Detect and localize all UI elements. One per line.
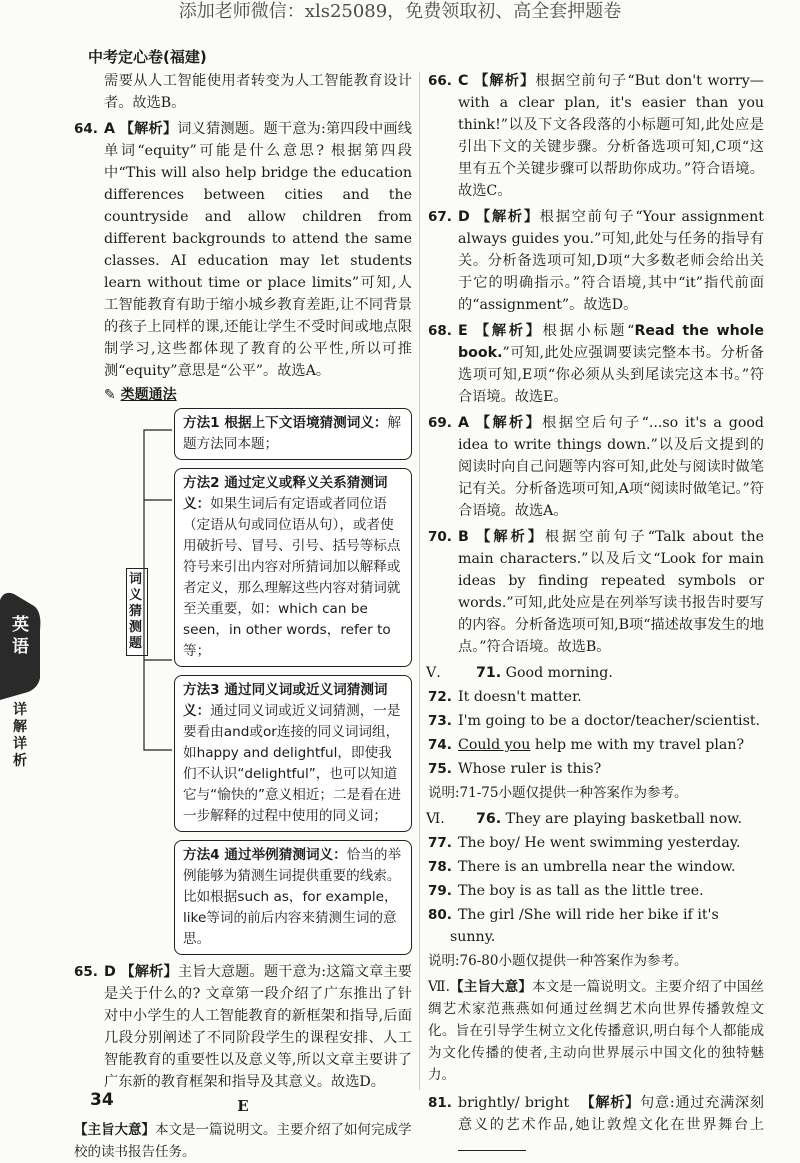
section-6-note: 说明:76-80小题仅提供一种答案作为参考。 (428, 953, 688, 969)
answer-71 (428, 662, 764, 684)
q65-explanation (74, 961, 412, 1093)
section-e-heading: E (237, 1097, 249, 1115)
method-1-body: 解题方法同本题； (183, 415, 402, 452)
q66-text: 根据空前句子“But don't worry—with a clear plan, it's easier than you think!”以及下文各段落的小标题可知,此处应是引出下文的关键步骤。分析备选项可知,C项“这里有五个关键步骤可以帮助你成功。”符合语境。故选C。 (458, 73, 764, 199)
q65-number: 65. (74, 964, 98, 980)
q67-text: 根据空前句子“Your assignment always guides you.”可知,此处与任务的指导有关。分析备选项可知,D项“大多数老师会给出关于它的明确指示。”符合语境,其中“it”指代前面的“assignment”。故选D。 (458, 209, 764, 313)
method-3-title: 方法3 通过同义词或近义词猜测词义： (183, 682, 388, 719)
q68-text-1: 根据小标题“ (542, 323, 635, 339)
section-7-tag: 【主旨大意】 (449, 979, 532, 995)
q69-text: 根据空后句子“...so it's a good idea to write things down.”以及后文提到的阅读时向自己问题等内容可知,此处与阅读时做笔记有关。分析备选项可知,A项“阅读时做笔记。”符合语境。故选A。 (458, 415, 764, 519)
answer-76-num: 76. (476, 811, 502, 827)
answer-75-text: Whose ruler is this? (458, 761, 602, 777)
method-section (74, 384, 412, 955)
q68-bold-title: Read the whole book. (458, 323, 764, 361)
answer-80-num: 80. (428, 907, 452, 923)
q63-tail: 需要从人工智能使用者转变为人工智能教育设计者。故选B。 (104, 73, 412, 111)
answer-72 (428, 686, 764, 708)
q68-number: 68. (428, 323, 452, 339)
answer-80-text: The girl /She will ride her bike if it's sunny. (450, 907, 719, 945)
answer-76 (428, 808, 764, 830)
answer-78 (428, 856, 764, 878)
q64-answer: A (104, 121, 115, 137)
q81-tag: 【解析】 (580, 1095, 641, 1111)
q66-tag: 【解析】 (474, 73, 536, 89)
q69-tag: 【解析】 (475, 415, 543, 431)
right-column (428, 70, 764, 1158)
answer-77 (428, 832, 764, 854)
column-separator (419, 72, 420, 1090)
answer-77-num: 77. (428, 835, 452, 851)
answer-72-text: It doesn't matter. (458, 689, 582, 705)
answer-74-underlined: Could you (458, 737, 531, 753)
section-6-numeral: Ⅵ. (426, 811, 445, 827)
q70-text: 根据空前句子“Talk about the main characters.”以及后文“Look for main ideas by finding repeated symbols or words.”可知,此处应是在列举写读书报告时要写的内容。分析备选项可知,B项“描述故事发生的地点。”符合语境。故选B。 (458, 529, 764, 655)
q69-number: 69. (428, 415, 452, 431)
answer-79-num: 79. (428, 883, 452, 899)
q70-tag: 【解析】 (476, 529, 545, 545)
method-2-title: 方法2 通过定义或释义关系猜测词义： (183, 475, 388, 512)
q69-answer: A (458, 415, 469, 431)
section-7-summary (428, 976, 764, 1086)
answer-78-num: 78. (428, 859, 452, 875)
side-tab-subtitle: 详解详析 (13, 702, 27, 769)
answer-74-num: 74. (428, 737, 452, 753)
method-4 (174, 840, 412, 955)
q70-number: 70. (428, 529, 452, 545)
q64-number: 64. (74, 121, 98, 137)
q65-answer: D (104, 964, 116, 980)
section-5-numeral: Ⅴ. (426, 665, 441, 681)
q67-tag: 【解析】 (476, 209, 540, 225)
section-7-numeral: Ⅶ. (428, 979, 450, 995)
method-2-body: 如果生词后有定语或者同位语（定语从句或同位语从句），或者使用破折号、冒号、引号、括号等标点符号来引出内容对所猜词加以解释或者定义，那么理解这些内容对猜词就至关重要，如：which can be seen，in other words，refer to等； (183, 496, 401, 659)
answer-73-text: I'm going to be a doctor/teacher/scientist. (458, 713, 761, 729)
answer-72-num: 72. (428, 689, 452, 705)
q81-text: 句意:通过充满深刻意义的艺术作品,她让敦煌文化在世界舞台上 (458, 1095, 764, 1133)
running-head: 中考定心卷(福建) (88, 48, 207, 66)
method-header (104, 384, 412, 406)
q68-text-2: ”可知,此处应强调要读完整本书。分析备选项可知,E项“你必须从头到尾读完这本书。”符合语境。故选E。 (458, 345, 764, 405)
answer-71-text: Good morning. (505, 665, 613, 681)
q81-blank (458, 1138, 526, 1151)
q68-tag: 【解析】 (474, 323, 543, 339)
answer-77-text: The boy/ He went swimming yesterday. (458, 835, 741, 851)
q67-number: 67. (428, 209, 452, 225)
q81-explanation (428, 1092, 764, 1158)
method-4-title: 方法4 通过举例猜测词义： (183, 847, 347, 863)
answer-74-text: help me with my travel plan? (530, 737, 745, 753)
method-4-body: 恰当的举例能够为猜测生词提供重要的线索。比如根据such as，for example，like等词的前后内容来猜测生词的意思。 (183, 847, 402, 947)
section-e-summary (74, 1119, 412, 1163)
method-header-label: 类题通法 (120, 387, 177, 403)
answer-75 (428, 758, 764, 780)
q67-explanation (428, 206, 764, 316)
answer-73-num: 73. (428, 713, 452, 729)
q66-explanation (428, 70, 764, 202)
q67-answer: D (458, 209, 470, 225)
q64-text: 词义猜测题。题干意为:第四段中画线单词“equity”可能是什么意思? 根据第四段中“This will also help bridge the education differences between cities and the countryside and allow children from different backgrounds to attend the same classes. AI education may let students learn without time or place limits”可知,人工智能教育有助于缩小城乡教育差距,让不同背景的孩子上同样的课,还能让学生不受时间或地点限制学习,这些都体现了教育的公平性,所以可推测“equity”意思是“公平”。故选A。 (104, 121, 412, 379)
section-6 (428, 808, 764, 972)
answer-80 (428, 904, 764, 948)
section-e-tag: 【主旨大意】 (74, 1122, 155, 1138)
q70-explanation (428, 526, 764, 658)
q70-answer: B (458, 529, 469, 545)
answer-79 (428, 880, 764, 902)
method-side-label: 词义猜测题 (126, 568, 148, 656)
section-5-note: 说明:71-75小题仅提供一种答案作为参考。 (428, 785, 688, 801)
page-number: 34 (90, 1090, 114, 1110)
method-3-body: 通过同义词或近义词猜测，一是要看由and或or连接的同义词词组，如happy and delightful，即使我们不认识“delightful”，也可以知道它与“愉快的”意义相近；二是看在进一步解释的过程中使用的同义词； (183, 703, 401, 824)
q81-answer: brightly/ bright (458, 1095, 570, 1111)
answer-79-text: The boy is as tall as the little tree. (458, 883, 704, 899)
answer-73 (428, 710, 764, 732)
q65-text: 主旨大意题。题干意为:这篇文章主要是关于什么的? 文章第一段介绍了广东推出了针对中小学生的人工智能教育的新框架和指导,后面几段分别阐述了不同阶段学生的课程安排、人工智能教育的重要性以及意义等,所以文章主要讲了广东新的教育框架和指导及其意义。故选D。 (104, 964, 412, 1090)
side-tab-subject: 英语 (12, 615, 29, 657)
answer-76-text: They are playing basketball now. (505, 811, 742, 827)
q66-number: 66. (428, 73, 452, 89)
q65-tag: 【解析】 (120, 964, 178, 980)
method-1 (174, 408, 412, 460)
left-column (74, 70, 412, 1163)
q64-explanation (74, 118, 412, 382)
method-3 (174, 675, 412, 832)
answer-78-text: There is an umbrella near the window. (458, 859, 736, 875)
section-7-text: 本文是一篇说明文。主要介绍了中国丝绸艺术家范燕燕如何通过丝绸艺术向世界传播敦煌文化。旨在引导学生树立文化传播意识,明白每个人都能成为文化传播的使者,主动向世界展示中国文化的独特魅力。 (428, 979, 765, 1083)
method-1-title: 方法1 根据上下文语境猜测词义： (183, 415, 388, 431)
side-tab (0, 590, 42, 770)
answer-75-num: 75. (428, 761, 452, 777)
method-list (174, 408, 412, 955)
q64-tag: 【解析】 (119, 121, 178, 137)
q68-explanation (428, 320, 764, 408)
method-icon: ✎ (104, 387, 116, 403)
q68-answer: E (458, 323, 468, 339)
section-5 (428, 662, 764, 804)
answer-71-num: 71. (476, 665, 502, 681)
q69-explanation (428, 412, 764, 522)
method-connector (138, 410, 178, 810)
method-2 (174, 468, 412, 667)
watermark: 添加老师微信：xls25089，免费领取初、高全套押题卷 (178, 1, 622, 22)
q81-number: 81. (428, 1095, 452, 1111)
q66-answer: C (458, 73, 469, 89)
answer-74 (428, 734, 764, 756)
section-e-text: 本文是一篇说明文。主要介绍了如何完成学校的读书报告任务。 (74, 1122, 412, 1160)
